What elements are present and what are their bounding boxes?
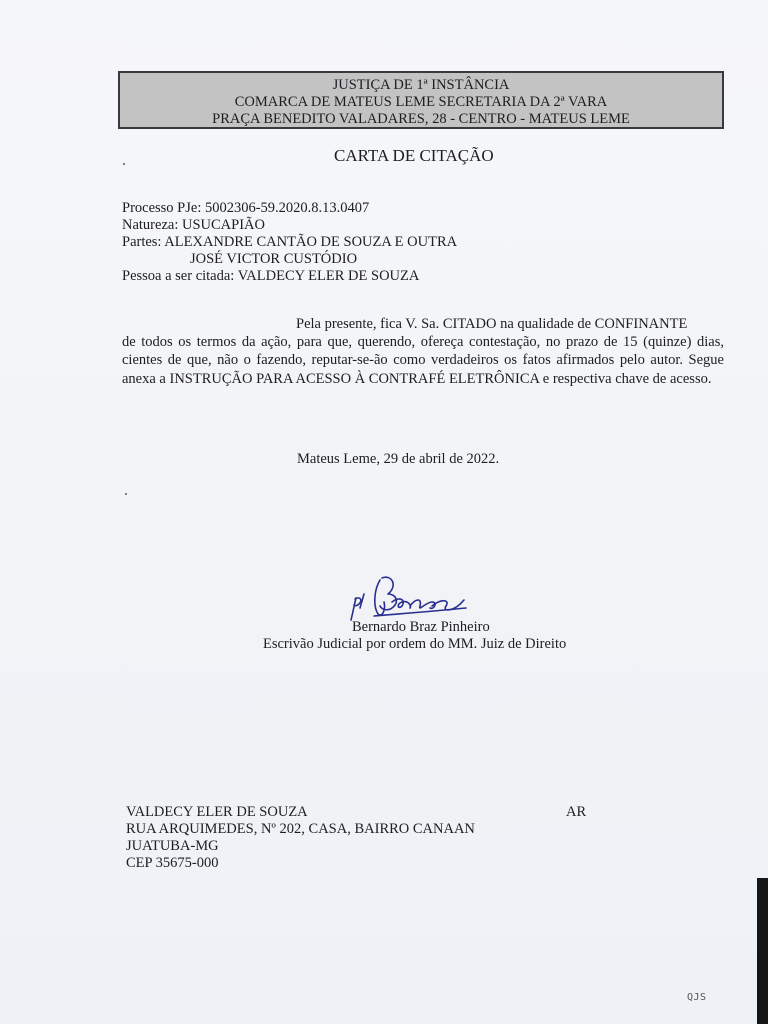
- case-pessoa: Pessoa a ser citada: VALDECY ELER DE SOUZA: [122, 268, 420, 284]
- recipient-address: [126, 804, 475, 872]
- court-header: [118, 71, 724, 129]
- scan-speck: [125, 493, 127, 495]
- signer-name: Bernardo Braz Pinheiro: [352, 619, 490, 635]
- recipient-cep: CEP 35675-000: [126, 855, 219, 871]
- paragraph-body: de todos os termos da ação, para que, querendo, ofereça contestação, no prazo de 15 (quinze) dias, cientes de que, não o fazendo, reputar-se-ão como verdadeiros os fatos afirmados pelo autor. Segue anexa a INSTRUÇÃO PARA ACESSO À CONTRAFÉ ELETRÔNICA e respectiva chave de acesso.: [122, 334, 724, 387]
- recipient-street: RUA ARQUIMEDES, Nº 202, CASA, BAIRRO CANAAN: [126, 821, 475, 837]
- scan-edge-bar: [757, 878, 768, 1024]
- document-date: Mateus Leme, 29 de abril de 2022.: [297, 451, 500, 467]
- header-line-3: PRAÇA BENEDITO VALADARES, 28 - CENTRO - MATEUS LEME: [212, 111, 630, 127]
- recipient-city: JUATUBA-MG: [126, 838, 219, 854]
- header-line-1: JUSTIÇA DE 1ª INSTÂNCIA: [332, 77, 510, 93]
- case-processo: Processo PJe: 5002306-59.2020.8.13.0407: [122, 200, 370, 216]
- recipient-name: VALDECY ELER DE SOUZA: [126, 804, 308, 820]
- service-type: AR: [566, 804, 587, 820]
- paragraph-first-line: Pela presente, fica V. Sa. CITADO na qualidade de CONFINANTE: [296, 316, 688, 332]
- footer-code: QJS: [687, 992, 707, 1003]
- case-partes-2: JOSÉ VICTOR CUSTÓDIO: [190, 251, 358, 267]
- case-partes: Partes: ALEXANDRE CANTÃO DE SOUZA E OUTRA: [122, 234, 458, 250]
- header-line-2: COMARCA DE MATEUS LEME SECRETARIA DA 2ª VARA: [234, 94, 608, 110]
- citation-paragraph: [122, 315, 724, 388]
- document-title: CARTA DE CITAÇÃO: [334, 146, 494, 165]
- case-info: [122, 200, 457, 285]
- scan-speck: [123, 163, 125, 165]
- signer-role: Escrivão Judicial por ordem do MM. Juiz de Direito: [263, 636, 567, 652]
- case-natureza: Natureza: USUCAPIÃO: [122, 217, 265, 233]
